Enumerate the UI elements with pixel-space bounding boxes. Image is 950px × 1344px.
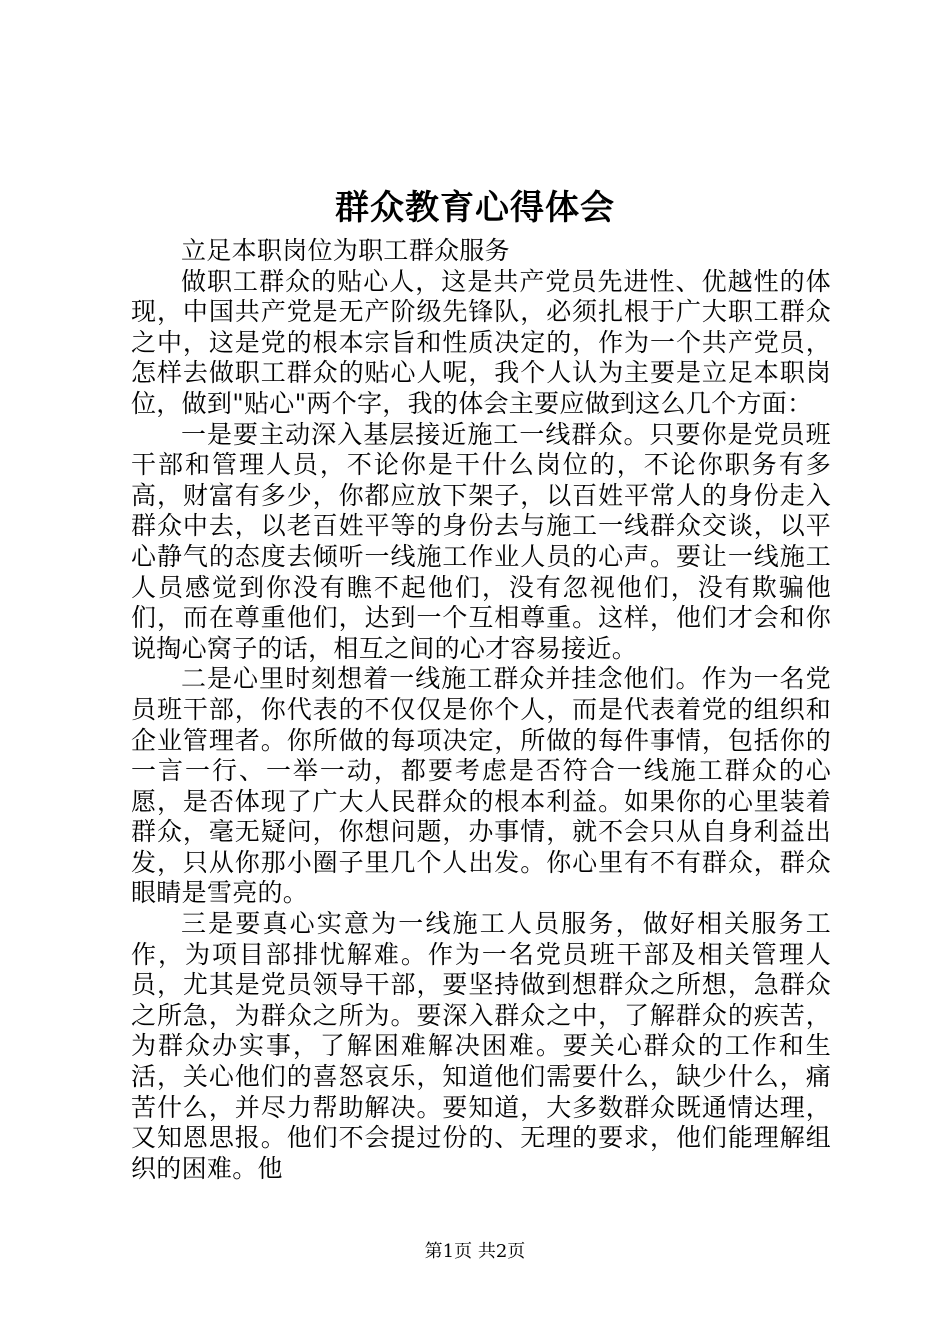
page-number-footer: 第1页 共2页 xyxy=(424,1241,526,1262)
body-paragraph-point-two: 二是心里时刻想着一线施工群众并挂念他们。作为一名党员班干部，你代表的不仅仅是你个人，而是代表着党的组织和企业管理者。你所做的每项决定，所做的每件事情，包括你的一言一行、一举一动，都要考虑是否符合一线施工群众的心愿，是否体现了广大人民群众的根本利益。如果你的心里装着群众，毫无疑问，你想问题，办事情，就不会只从自身利益出发，只从你那小圈子里几个人出发。你心里有不有群众，群众眼睛是雪亮的。 xyxy=(131,664,831,908)
body-paragraph-point-three: 三是要真心实意为一线施工人员服务，做好相关服务工作，为项目部排忧解难。作为一名党员班干部及相关管理人员，尤其是党员领导干部，要坚持做到想群众之所想，急群众之所急，为群众之所为。要深入群众之中，了解群众的疾苦，为群众办实事，了解困难解决困难。要关心群众的工作和生活，关心他们的喜怒哀乐，知道他们需要什么，缺少什么，痛苦什么，并尽力帮助解决。要知道，大多数群众既通情达理，又知恩思报。他们不会提过份的、无理的要求，他们能理解组织的困难。他 xyxy=(131,909,831,1183)
body-paragraph-intro: 做职工群众的贴心人，这是共产党员先进性、优越性的体现，中国共产党是无产阶级先锋队，必须扎根于广大职工群众之中，这是党的根本宗旨和性质决定的，作为一个共产党员，怎样去做职工群众的贴心人呢，我个人认为主要是立足本职岗位，做到"贴心"两个字，我的体会主要应做到这么几个方面： xyxy=(131,266,831,418)
document-title: 群众教育心得体会 xyxy=(335,188,615,228)
body-paragraph-point-one: 一是要主动深入基层接近施工一线群众。只要你是党员班干部和管理人员，不论你是干什么岗位的，不论你职务有多高，财富有多少，你都应放下架子，以百姓平常人的身份走入群众中去，以老百姓平等的身份去与施工一线群众交谈，以平心静气的态度去倾听一线施工作业人员的心声。要让一线施工人员感觉到你没有瞧不起他们，没有忽视他们，没有欺骗他们，而在尊重他们，达到一个互相尊重。这样，他们才会和你说掏心窝子的话，相互之间的心才容易接近。 xyxy=(131,419,831,663)
document-body xyxy=(131,236,831,1184)
body-paragraph-subtitle: 立足本职岗位为职工群众服务 xyxy=(181,236,510,265)
